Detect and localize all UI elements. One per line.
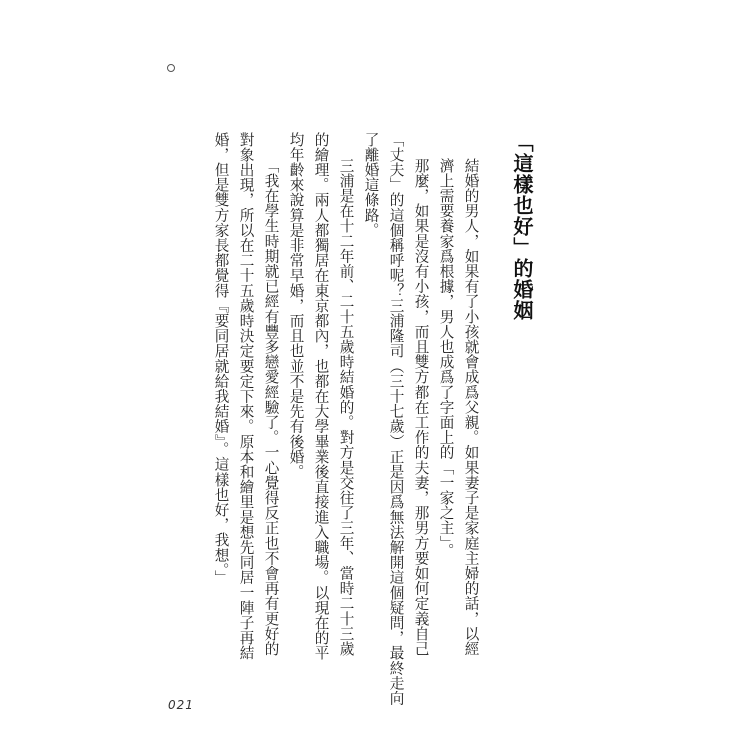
body-line-2: 濟上需要養家爲根據，男人也成爲了字面上的「一家之主」。 [437, 158, 455, 559]
body-line-4: 「丈夫」的這個稱呼呢？三浦隆司（三十七歲）正是因爲無法解開這個疑問，最終走向 [387, 132, 405, 706]
body-line-5: 了離婚這條路。 [362, 132, 380, 238]
body-line-11: 婚，但是雙方家長都覺得『要同居就給我結婚』。這樣也好，我想。」 [212, 132, 230, 586]
body-line-6: 三浦是在十二年前、二十五歲時結婚的。對方是交往了三年、當時二十三歲 [337, 158, 355, 657]
body-line-10: 對象出現，所以在二十五歲時決定要定下來。原本和繪里是想先同居一陣子再結 [237, 132, 255, 661]
circle-mark-icon [167, 64, 175, 72]
body-line-9: 「我在學生時期就已經有豐多戀愛經驗了。一心覺得反正也不會再有更好的 [262, 158, 280, 657]
body-line-7: 的繪理。兩人都獨居在東京都內，也都在大學畢業後直接進入職場。以現在的平 [312, 132, 330, 661]
body-line-8: 均年齡來說算是非常早婚，而且也並不是先有後婚。 [287, 132, 305, 480]
body-line-3: 那麼，如果是沒有小孩，而且雙方都在工作的夫妻，那男方要如何定義自己 [412, 158, 430, 657]
chapter-title: 「這樣也好」的婚姻 [510, 132, 534, 321]
body-line-1: 結婚的男人，如果有了小孩就會成爲父親。如果妻子是家庭主婦的話，以經 [462, 158, 480, 657]
page-number: 021 [168, 698, 194, 712]
